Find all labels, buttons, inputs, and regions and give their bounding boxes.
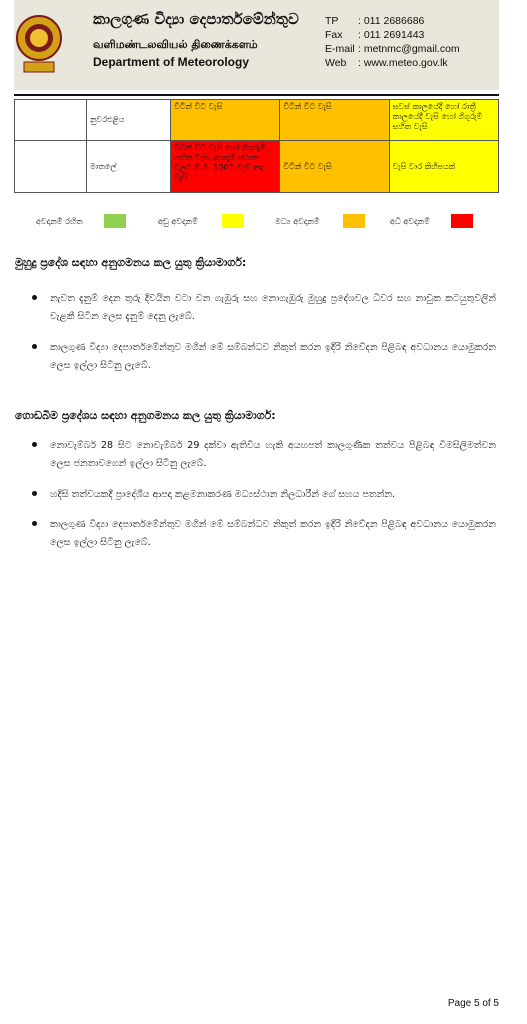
table-cell: විටින් විට වැසි හෝ ගිගුරුම් සහිත වැසි, ඇතැම් ස්ථාන වලට මි.මී. 100ට වැඩි තද වැසි: [171, 141, 280, 193]
table-cell: [15, 100, 87, 141]
legend-label: අධි අවදානම්: [390, 217, 430, 226]
department-title-tamil: வளிமண்டலவியல் திணைக்களம்: [93, 38, 258, 51]
table-cell: සවස් කාලයේදී හෝ රාත්‍රී කාලයේදී වැසි හෝ ගිගුරුම් සහිත වැසි: [389, 100, 498, 141]
legend-label: අඩු අවදානම්: [158, 217, 198, 226]
table-cell: විටින් විට වැසි: [280, 100, 389, 141]
list-item: කාලගුණ විද්‍යා දෙපාර්තමේන්තුව මගින් මේ සම්බන්ධව නිකුත් කරන ඉදිරි නිවේදන පිළිබඳ අවධානය යොමුකරන ලෙස ඉල්ලා සිටිනු ලැබේ.: [38, 516, 496, 552]
header-divider: [14, 94, 499, 96]
bullet-icon: [32, 491, 37, 496]
legend-label: මධ්‍ය අවදානම්: [275, 217, 320, 226]
region-name: මාතලේ: [87, 141, 171, 193]
table-cell: [15, 141, 87, 193]
table-cell: විටින් විට වැසි: [280, 141, 389, 193]
page-number: Page 5 of 5: [447, 998, 499, 1009]
sea-section-heading: මුහුදු ප්‍රදේශ සඳහා අනුගමනය කල යුතු ක්‍රියාමාර්ග:: [15, 256, 247, 269]
region-name: නුවරඑළිය: [87, 100, 171, 141]
department-title-sinhala: කාලගුණ විද්‍යා දෙපාර්තමේන්තුව: [93, 10, 299, 28]
bullet-icon: [32, 521, 37, 526]
risk-legend: [0, 214, 527, 230]
legend-label: අවදානම් රහිත: [36, 217, 83, 226]
list-item: කාලගුණ විද්‍යා දෙපාර්තමේන්තුව මගින් මේ සම්බන්ධව නිකුත් කරන ඉදිරි නිවේදන පිළිබඳ අවධානය යොමුකරන ලෙස ඉල්ලා සිටිනු ලැබේ.: [38, 339, 496, 375]
table-row: [15, 100, 499, 141]
legend-swatch-low: [222, 214, 244, 228]
contact-fax: Fax : 011 2691443: [325, 29, 425, 41]
legend-swatch-high: [451, 214, 473, 228]
contact-web: Web : www.meteo.gov.lk: [325, 57, 448, 69]
bullet-icon: [32, 442, 37, 447]
risk-table: [14, 99, 499, 193]
contact-phone: TP : 011 2686686: [325, 15, 425, 27]
legend-swatch-moderate: [343, 214, 365, 228]
bullet-icon: [32, 295, 37, 300]
list-item: හදිසි තත්වයකදී ප්‍රාදේශීය ආපදා කළමනාකරණ මධ්‍යස්ථාන නිලධාරීන් ගේ සහය පතන්න.: [38, 486, 496, 504]
table-cell: වැසි වාර කිහිපයක්: [389, 141, 498, 193]
contact-email: E-mail : metnmc@gmail.com: [325, 43, 460, 55]
sri-lanka-emblem-icon: [14, 8, 64, 76]
list-item: නොවැම්බර් 28 සිට නොවැම්බර් 29 දක්වා ඇතිවිය හැකි අයහපත් කාලගුණික තත්වය පිළිබඳ විමසිලිමත්වන ලෙස ජනතාවගෙන් ඉල්ලා සිටිනු ලැබේ.: [38, 437, 496, 473]
land-section-heading: ගොඩබිම ප්‍රදේශය සඳහා අනුගමනය කල යුතු ක්‍රියාමාර්ග:: [15, 409, 276, 422]
table-row: [15, 141, 499, 193]
table-cell: විටින් විට වැසි: [171, 100, 280, 141]
department-title-english: Department of Meteorology: [93, 55, 250, 69]
bullet-icon: [32, 344, 37, 349]
list-item: නැවත දැනුම් දෙන තුරු දිවයින වටා වන ගැඹුරු සහ නොගැඹුරු මුහුදු ප්‍රදේශවල ධීවර සහ නාවුක කටයුතුවලින් වැළකී සිටින ලෙස දැනුම් දෙනු ලැබේ.: [38, 290, 496, 326]
legend-swatch-none: [104, 214, 126, 228]
contact-block: [325, 14, 460, 70]
